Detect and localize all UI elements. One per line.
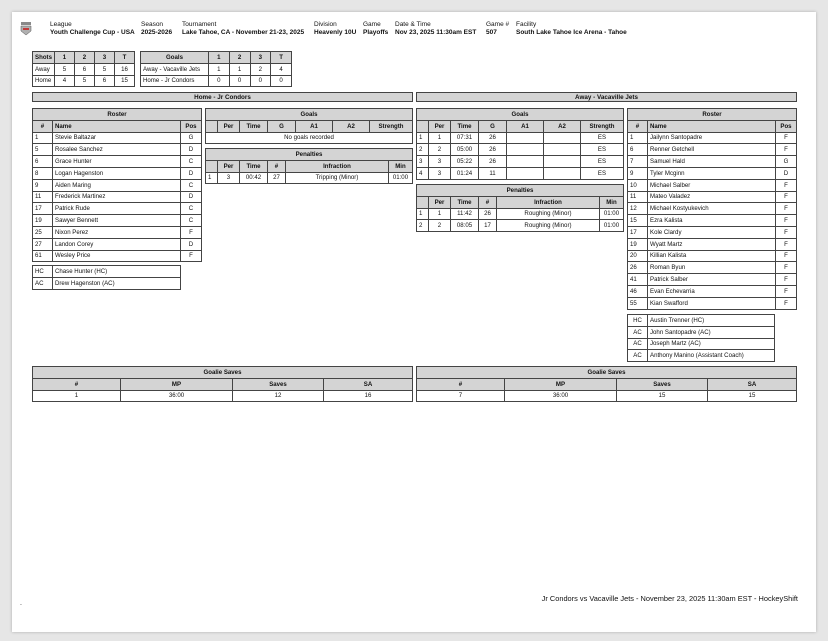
table-row: 1 1 11:42 26 Roughing (Minor) 01:00 [417, 208, 624, 220]
away-penalties-table: Penalties Per Time # Infraction Min 1 1 11:42 26 Roughing (Minor) 01:00 2 2 08:05 17 Roughing (Minor) 01:00 [416, 184, 624, 232]
table-row: AC Anthony Manino (Assistant Coach) [628, 350, 775, 362]
table-row: 19 Sawyer Bennett C [33, 215, 202, 227]
table-row: 8 Logan Hagenston D [33, 167, 202, 179]
table-row: 10 Michael Salber F [628, 179, 797, 191]
home-goals-table: Goals Per Time G A1 A2 Strength No goals recorded [205, 108, 413, 144]
away-roster-table: Roster # Name Pos 1 Jailynn Santopadre F 6 Renner Getchell F 7 Samuel Hald G 9 Tyler Mcginn D 10 Michael Salber F 11 Mateo Valadez F 12 Michael Kostyukevich F 15 Ezra Kalista F 17 Kole Clardy F 19 Wyatt Martz F 20 Killian Kalista F 26 Roman Byun F 41 Patrick Salber F 46 Evan Echevarria F 55 Kian Swafford F [627, 108, 797, 310]
away-staff-body [628, 315, 775, 362]
home-roster-title: Roster [33, 109, 202, 121]
no-goals-message: No goals recorded [206, 132, 413, 144]
table-row: 1 Stevie Baltazar G [33, 132, 202, 144]
table-row: Home - Jr Condors 0 0 0 0 [141, 75, 292, 87]
table-row: HC Austin Trenner (HC) [628, 315, 775, 327]
table-row: Away 5 6 5 16 [33, 63, 135, 75]
header-game: Game Playoffs [363, 21, 389, 36]
away-goals-table: Goals Per Time G A1 A2 Strength 1 1 07:31 26 ES 2 2 05:00 26 ES 3 3 05:22 26 ES 4 3 01:24 11 ES [416, 108, 624, 180]
away-goalie-title: Goalie Saves [417, 367, 797, 379]
away-roster-body [628, 132, 797, 309]
home-goalie-body [33, 390, 413, 402]
header-facility: Facility South Lake Tahoe Ice Arena - Tahoe [516, 21, 627, 36]
goals-summary-table: Goals 1 2 3 T Away - Vacaville Jets 1 1 2 4 Home - Jr Condors 0 0 0 0 [140, 51, 292, 87]
table-row: 1 3 00:42 27 Tripping (Minor) 01:00 [206, 172, 413, 184]
table-row: 46 Evan Echevarria F [628, 285, 797, 297]
table-row: 19 Wyatt Martz F [628, 238, 797, 250]
table-row: 15 Ezra Kalista F [628, 215, 797, 227]
table-row: 55 Kian Swafford F [628, 297, 797, 309]
home-roster-table: Roster # Name Pos 1 Stevie Baltazar G 5 Rosalee Sanchez D 6 Grace Hunter C 8 Logan Hagenston D 9 Aiden Maring C 11 Frederick Martinez D 17 Patrick Rude C 19 Sawyer Bennett C 25 Nixon Perez F 27 Landon Corey D 61 Wesley Price F [32, 108, 202, 262]
table-row: 12 Michael Kostyukevich F [628, 203, 797, 215]
header-season: Season 2025-2026 [141, 21, 173, 36]
table-row: 61 Wesley Price F [33, 250, 202, 262]
table-row: 27 Landon Corey D [33, 238, 202, 250]
shots-table: Shots 1 2 3 T Away 5 6 5 16 Home 4 5 6 15 [32, 51, 135, 87]
home-goalie-table: Goalie Saves # MP Saves SA 1 36:00 12 16 [32, 366, 413, 402]
table-row: 1 Jailynn Santopadre F [628, 132, 797, 144]
table-row: 7 Samuel Hald G [628, 156, 797, 168]
home-goals-title: Goals [206, 109, 413, 121]
table-row: 11 Mateo Valadez F [628, 191, 797, 203]
table-row: 20 Killian Kalista F [628, 250, 797, 262]
table-row: 17 Kole Clardy F [628, 226, 797, 238]
table-row: 11 Frederick Martinez D [33, 191, 202, 203]
table-row: 1 36:00 12 16 [33, 390, 413, 402]
footer-text: Jr Condors vs Vacaville Jets - November 23, 2025 11:30am EST - HockeyShift [541, 594, 798, 603]
header-tournament: Tournament Lake Tahoe, CA - November 21-23, 2025 [182, 21, 305, 36]
table-row: 9 Tyler Mcginn D [628, 167, 797, 179]
table-row: AC John Santopadre (AC) [628, 326, 775, 338]
home-penalties-body [206, 172, 413, 184]
league-logo [20, 21, 32, 36]
header-datetime: Date & Time Nov 23, 2025 11:30am EST [395, 21, 477, 36]
table-row: 3 3 05:22 26 ES [417, 156, 624, 168]
table-row: 6 Renner Getchell F [628, 144, 797, 156]
home-staff-body [33, 266, 181, 290]
table-row: AC Joseph Martz (AC) [628, 338, 775, 350]
table-row: Home 4 5 6 15 [33, 75, 135, 87]
table-row: HC Chase Hunter (HC) [33, 266, 181, 278]
table-row: 1 1 07:31 26 ES [417, 132, 624, 144]
table-row: 17 Patrick Rude C [33, 203, 202, 215]
away-goals-title: Goals [417, 109, 624, 121]
away-staff-table [627, 314, 775, 362]
table-row: AC Drew Hagenston (AC) [33, 277, 181, 289]
footer-mark: . [20, 600, 22, 607]
home-staff-table [32, 265, 181, 290]
goals-summary-title: Goals [141, 52, 209, 64]
header-league: League Youth Challenge Cup - USA [50, 21, 135, 36]
away-team-title: Away - Vacaville Jets [416, 92, 797, 102]
table-row: 9 Aiden Maring C [33, 179, 202, 191]
shots-title: Shots [33, 52, 55, 64]
table-row: 6 Grace Hunter C [33, 156, 202, 168]
home-penalties-table: Penalties Per Time # Infraction Min 1 3 00:42 27 Tripping (Minor) 01:00 [205, 148, 413, 184]
table-row: 41 Patrick Salber F [628, 274, 797, 286]
header-game-number: Game # 507 [486, 21, 510, 36]
header-division: Division Heavenly 10U [314, 21, 357, 36]
table-row: 25 Nixon Perez F [33, 226, 202, 238]
away-penalties-body [417, 208, 624, 232]
away-penalties-title: Penalties [417, 185, 624, 197]
table-row: 2 2 05:00 26 ES [417, 144, 624, 156]
table-row: 26 Roman Byun F [628, 262, 797, 274]
table-row: 2 2 08:05 17 Roughing (Minor) 01:00 [417, 220, 624, 232]
table-row: Away - Vacaville Jets 1 1 2 4 [141, 63, 292, 75]
table-row: 4 3 01:24 11 ES [417, 167, 624, 179]
table-row: 7 36:00 15 15 [417, 390, 797, 402]
away-goalie-body [417, 390, 797, 402]
away-roster-title: Roster [628, 109, 797, 121]
home-roster-body [33, 132, 202, 262]
home-penalties-title: Penalties [206, 149, 413, 161]
table-row: 5 Rosalee Sanchez D [33, 144, 202, 156]
home-team-title: Home - Jr Condors [32, 92, 413, 102]
away-goalie-table: Goalie Saves # MP Saves SA 7 36:00 15 15 [416, 366, 797, 402]
away-goals-body [417, 132, 624, 179]
table-row [206, 132, 413, 144]
home-goalie-title: Goalie Saves [33, 367, 413, 379]
